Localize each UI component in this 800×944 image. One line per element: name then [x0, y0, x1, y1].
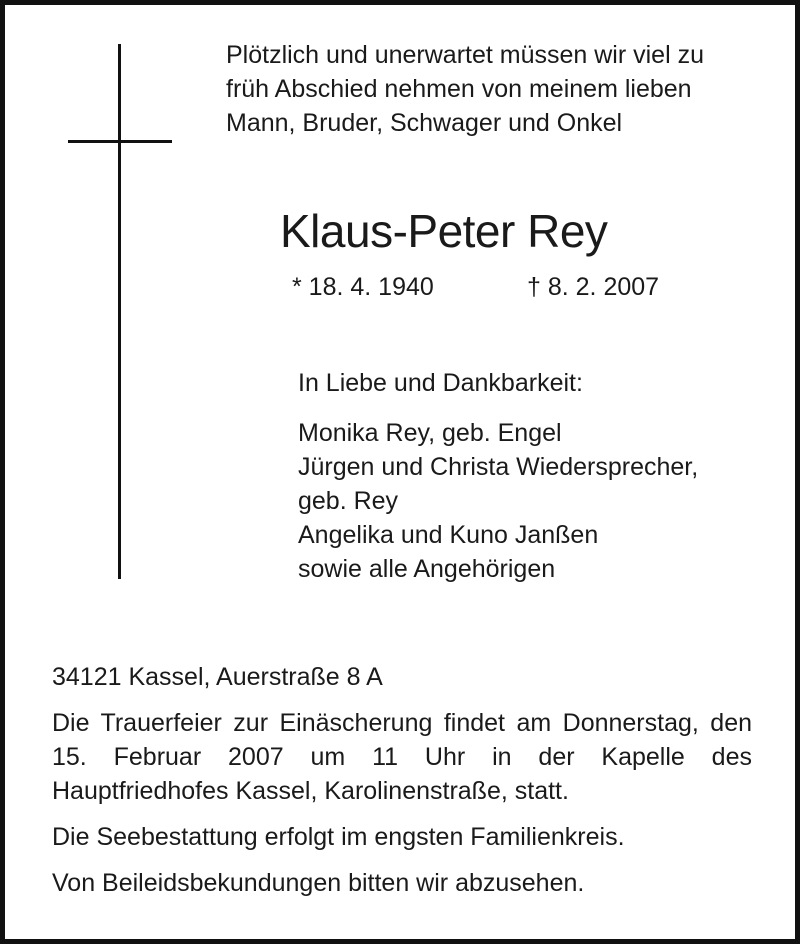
intro-line: Mann, Bruder, Schwager und Onkel [226, 109, 623, 137]
mourner-line: Angelika und Kuno Janßen [298, 521, 599, 549]
deceased-name: Klaus-Peter Rey [280, 205, 608, 257]
intro-line: Plötzlich und unerwartet müssen wir viel zu [226, 41, 704, 69]
mourners-block [298, 366, 788, 586]
mourner-line: Jürgen und Christa Wiedersprecher, [298, 453, 699, 481]
ceremony-info: Die Trauerfeier zur Einäscherung findet am Donnerstag, den 15. Februar 2007 um 11 Uhr in der Kapelle des Hauptfriedhofes Kassel, Karolinenstraße, statt. [52, 709, 752, 805]
address: 34121 Kassel, Auerstraße 8 A [52, 663, 383, 691]
condolences-note: Von Beileidsbekundungen bitten wir abzusehen. [52, 869, 585, 897]
intro-text [226, 38, 786, 140]
burial-info: Die Seebestattung erfolgt im engsten Familienkreis. [52, 823, 625, 851]
death-date: † 8. 2. 2007 [527, 273, 660, 301]
intro-line: früh Abschied nehmen von meinem lieben [226, 75, 692, 103]
cross-horizontal-bar [68, 140, 172, 143]
mourner-line: sowie alle Angehörigen [298, 555, 556, 583]
mourners-heading: In Liebe und Dankbarkeit: [298, 369, 583, 397]
footer-info [52, 660, 752, 900]
cross-vertical-bar [118, 44, 121, 579]
mourner-line: geb. Rey [298, 487, 399, 515]
birth-date: * 18. 4. 1940 [292, 273, 434, 301]
mourner-line: Monika Rey, geb. Engel [298, 419, 562, 447]
